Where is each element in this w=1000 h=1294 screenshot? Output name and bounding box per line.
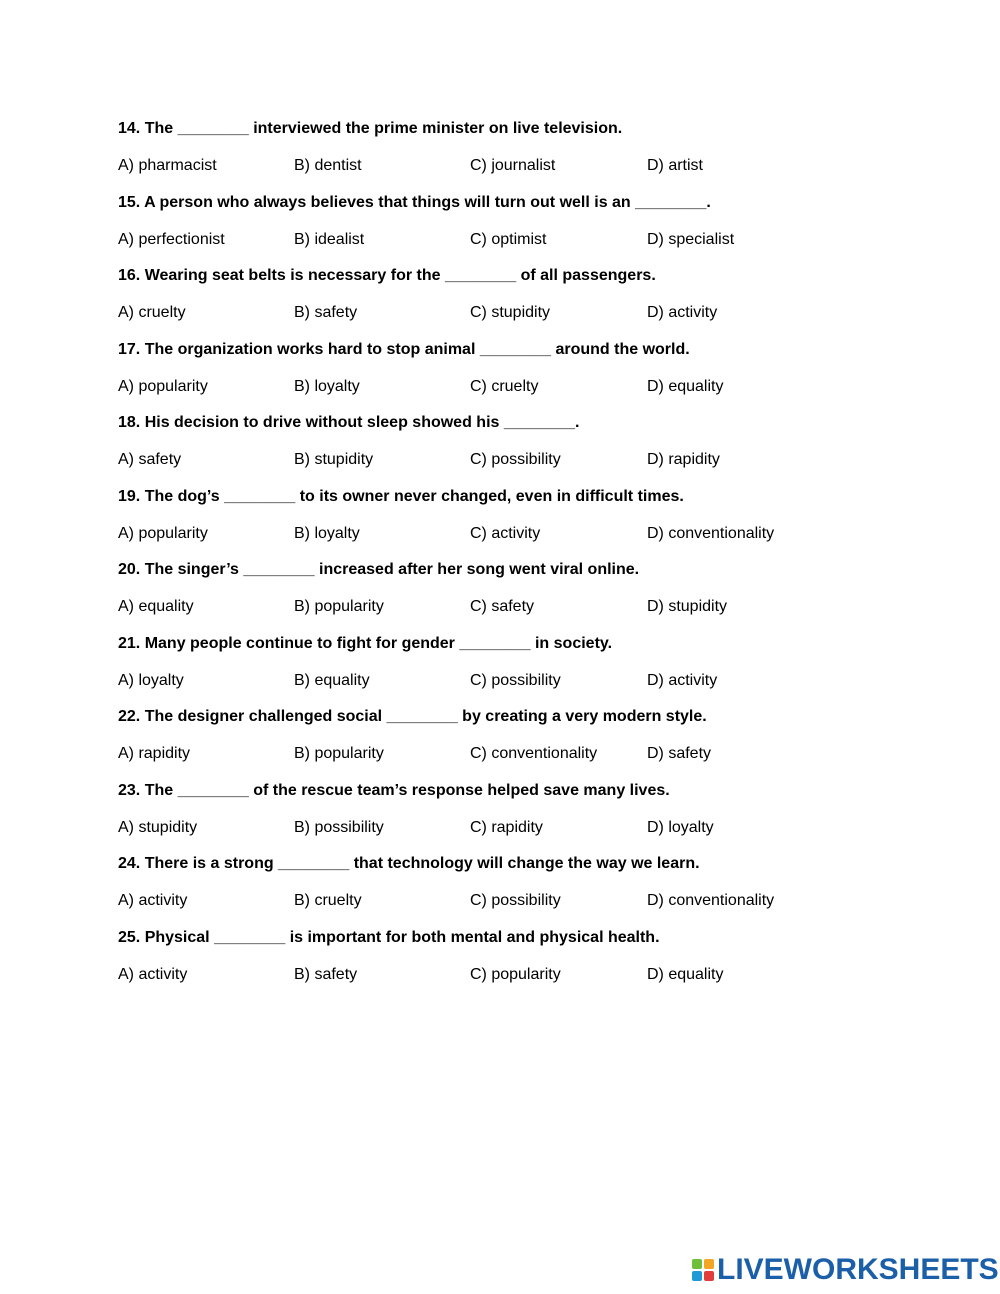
option-b[interactable]: B) possibility — [294, 818, 384, 836]
question-14 — [118, 116, 938, 190]
option-b[interactable]: B) stupidity — [294, 451, 374, 468]
option-c[interactable]: C) safety — [470, 598, 535, 615]
logo-square-blue — [692, 1271, 702, 1281]
question-text: 21. Many people continue to fight for gender ________ in society. — [118, 634, 613, 652]
option-c[interactable]: C) possibility — [470, 671, 561, 689]
option-c[interactable]: C) cruelty — [470, 377, 539, 395]
option-a[interactable]: A) popularity — [118, 377, 208, 395]
question-20 — [118, 557, 938, 631]
question-text: 22. The designer challenged social ________ by creating a very modern style. — [118, 708, 707, 725]
option-d[interactable]: D) conventionality — [647, 892, 775, 909]
question-19 — [118, 484, 938, 558]
option-d[interactable]: D) specialist — [647, 230, 735, 248]
option-b[interactable]: B) equality — [294, 671, 370, 689]
option-c[interactable]: C) conventionality — [470, 745, 598, 762]
answer-options — [118, 374, 938, 400]
question-22 — [118, 704, 938, 778]
option-d[interactable]: D) activity — [647, 304, 718, 321]
option-b[interactable]: B) cruelty — [294, 892, 362, 909]
question-21 — [118, 631, 938, 705]
option-d[interactable]: D) equality — [647, 377, 724, 395]
option-d[interactable]: D) artist — [647, 157, 703, 174]
question-18 — [118, 410, 938, 484]
option-b[interactable]: B) loyalty — [294, 377, 360, 395]
option-a[interactable]: A) safety — [118, 451, 182, 468]
liveworksheets-logo — [692, 1254, 999, 1286]
option-d[interactable]: D) loyalty — [647, 818, 714, 836]
answer-options — [118, 668, 938, 694]
question-text: 20. The singer’s ________ increased after her song went viral online. — [118, 561, 640, 578]
answer-options — [118, 888, 938, 914]
option-a[interactable]: A) popularity — [118, 524, 208, 542]
question-text: 18. His decision to drive without sleep showed his ________. — [118, 414, 580, 431]
option-c[interactable]: C) optimist — [470, 230, 547, 248]
answer-options — [118, 815, 938, 841]
option-d[interactable]: D) equality — [647, 965, 724, 983]
answer-options — [118, 521, 938, 547]
question-text: 17. The organization works hard to stop animal ________ around the world. — [118, 340, 690, 358]
option-a[interactable]: A) perfectionist — [118, 230, 225, 248]
question-text: 14. The ________ interviewed the prime minister on live television. — [118, 120, 623, 137]
logo-square-green — [692, 1259, 702, 1269]
question-text: 16. Wearing seat belts is necessary for the ________ of all passengers. — [118, 267, 656, 284]
option-d[interactable]: D) safety — [647, 745, 712, 762]
option-a[interactable]: A) stupidity — [118, 818, 198, 836]
option-b[interactable]: B) loyalty — [294, 524, 360, 542]
option-a[interactable]: A) rapidity — [118, 745, 191, 762]
option-a[interactable]: A) loyalty — [118, 671, 184, 689]
question-23 — [118, 778, 938, 852]
option-b[interactable]: B) safety — [294, 965, 358, 983]
logo-square-red — [704, 1271, 714, 1281]
answer-options — [118, 447, 938, 473]
question-text: 24. There is a strong ________ that technology will change the way we learn. — [118, 855, 700, 872]
option-c[interactable]: C) popularity — [470, 965, 561, 983]
option-d[interactable]: D) rapidity — [647, 451, 720, 468]
answer-options — [118, 153, 938, 179]
option-d[interactable]: D) activity — [647, 671, 718, 689]
question-text: 25. Physical ________ is important for both mental and physical health. — [118, 928, 660, 946]
answer-options — [118, 741, 938, 767]
logo-mark-icon — [692, 1259, 714, 1281]
question-24 — [118, 851, 938, 925]
question-text: 15. A person who always believes that things will turn out well is an ________. — [118, 193, 711, 211]
option-a[interactable]: A) equality — [118, 598, 194, 615]
option-d[interactable]: D) conventionality — [647, 524, 775, 542]
option-a[interactable]: A) activity — [118, 892, 188, 909]
option-c[interactable]: C) possibility — [470, 892, 561, 909]
answer-options — [118, 300, 938, 326]
answer-options — [118, 962, 938, 988]
answer-options — [118, 227, 938, 253]
option-b[interactable]: B) dentist — [294, 157, 362, 174]
option-c[interactable]: C) stupidity — [470, 304, 551, 321]
option-c[interactable]: C) rapidity — [470, 818, 543, 836]
answer-options — [118, 594, 938, 620]
option-d[interactable]: D) stupidity — [647, 598, 728, 615]
question-15 — [118, 190, 938, 264]
option-b[interactable]: B) popularity — [294, 745, 384, 762]
option-a[interactable]: A) activity — [118, 965, 188, 983]
question-text: 23. The ________ of the rescue team’s response helped save many lives. — [118, 781, 670, 799]
option-b[interactable]: B) popularity — [294, 598, 384, 615]
option-c[interactable]: C) possibility — [470, 451, 561, 468]
logo-text: LIVEWORKSHEETS — [717, 1253, 999, 1286]
option-c[interactable]: C) journalist — [470, 157, 556, 174]
option-b[interactable]: B) idealist — [294, 230, 365, 248]
worksheet — [118, 116, 938, 998]
logo-square-orange — [704, 1259, 714, 1269]
question-16 — [118, 263, 938, 337]
option-a[interactable]: A) cruelty — [118, 304, 186, 321]
option-a[interactable]: A) pharmacist — [118, 157, 217, 174]
question-25 — [118, 925, 938, 999]
option-b[interactable]: B) safety — [294, 304, 358, 321]
question-17 — [118, 337, 938, 411]
question-text: 19. The dog’s ________ to its owner never changed, even in difficult times. — [118, 487, 684, 505]
option-c[interactable]: C) activity — [470, 524, 541, 542]
